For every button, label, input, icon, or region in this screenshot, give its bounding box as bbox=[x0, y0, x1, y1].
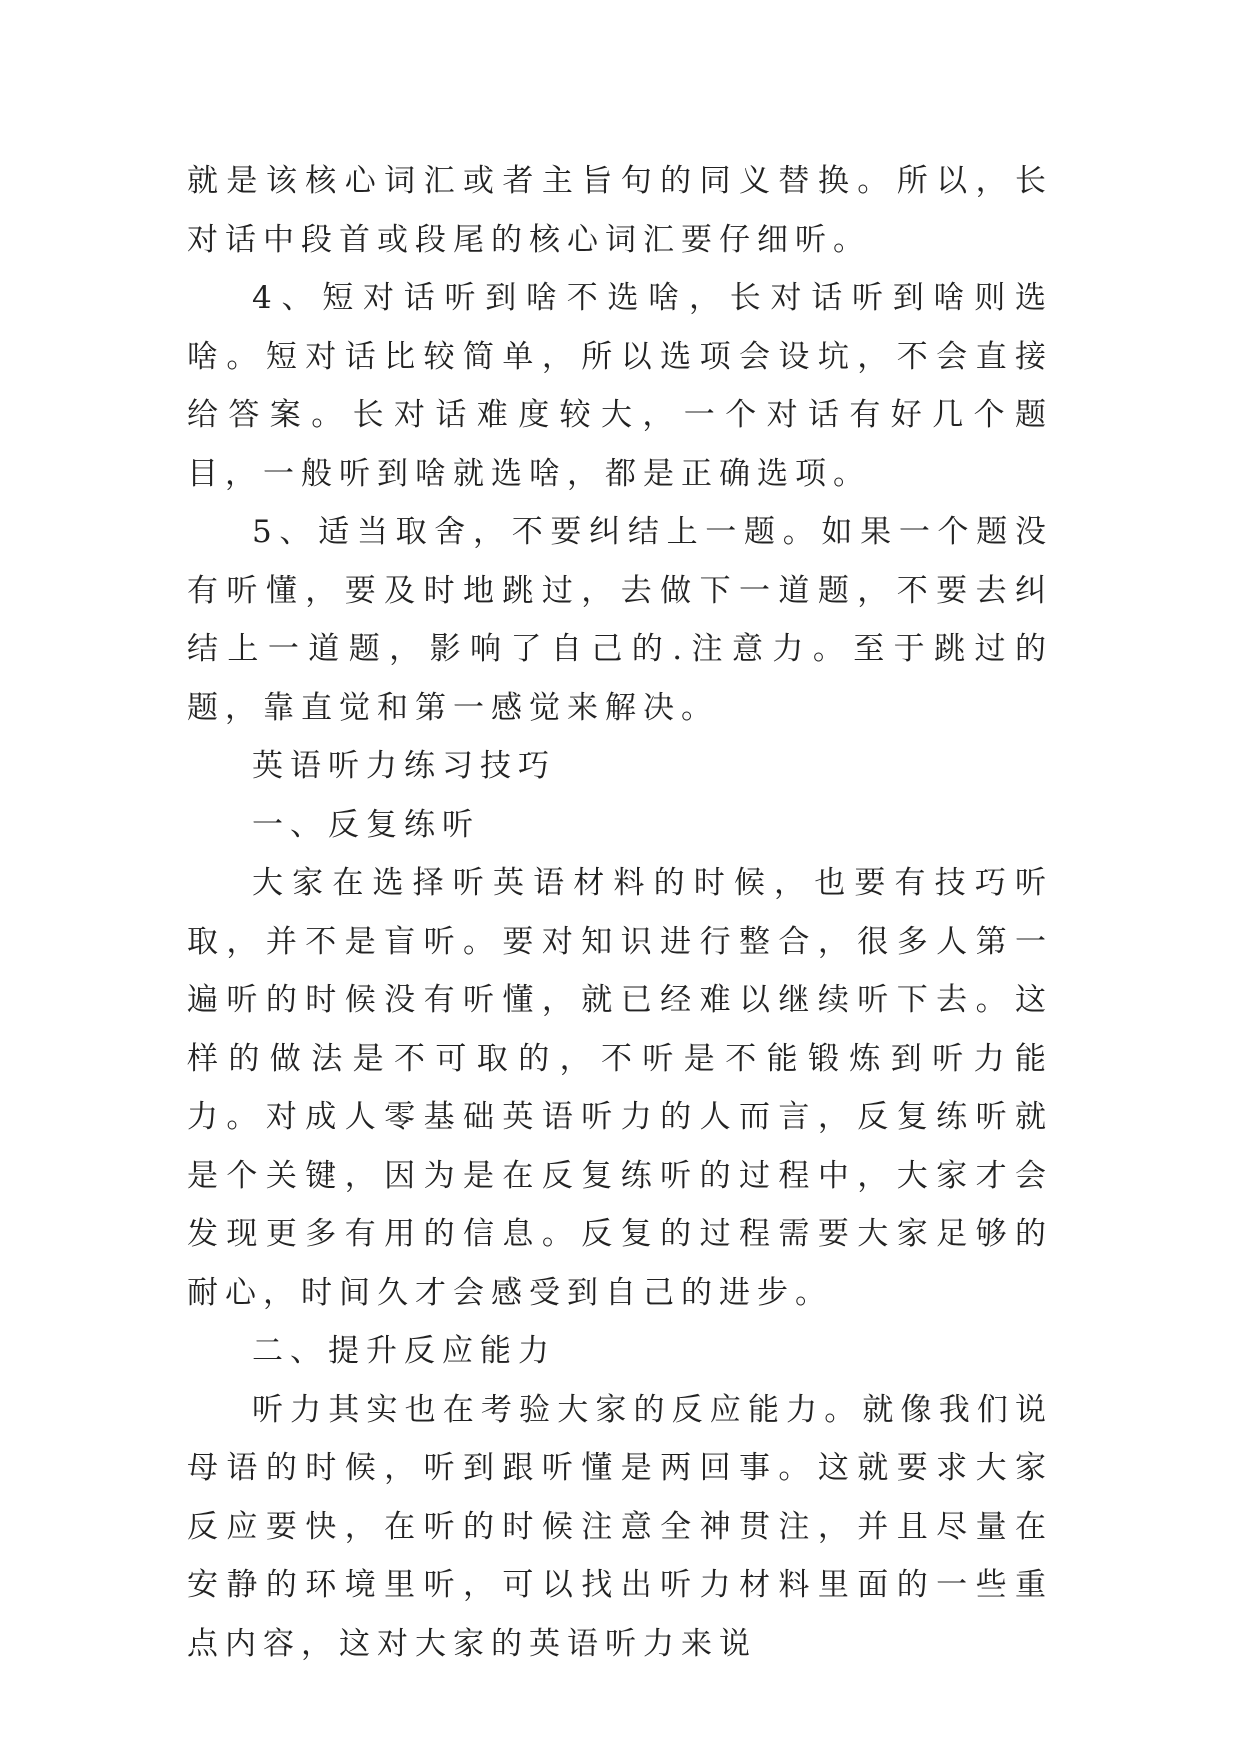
paragraph-tip-5: 5、适当取舍，不要纠结上一题。如果一个题没有听懂，要及时地跳过，去做下一道题，不要去纠结上一道题，影响了自己的.注意力。至于跳过的题，靠直觉和第一感觉来解决。 bbox=[187, 514, 1053, 726]
paragraph-continuation: 就是该核心词汇或者主旨句的同义替换。所以，长对话中段首或段尾的核心词汇要仔细听。 bbox=[187, 163, 1053, 258]
paragraph-reaction-ability: 听力其实也在考验大家的反应能力。就像我们说母语的时候，听到跟听懂是两回事。这就要求大家反应要快，在听的时候注意全神贯注，并且尽量在安静的环境里听，可以找出听力材料里面的一些重点内容，这对大家的英语听力来说 bbox=[187, 1391, 1053, 1662]
paragraph-repeat-listening: 大家在选择听英语材料的时候，也要有技巧听取，并不是盲听。要对知识进行整合，很多人第一遍听的时候没有听懂，就已经难以继续听下去。这样的做法是不可取的，不听是不能锻炼到听力能力。对成人零基础英语听力的人而言，反复练听就是个关键，因为是在反复练听的过程中，大家才会发现更多有用的信息。反复的过程需要大家足够的耐心，时间久才会感受到自己的进步。 bbox=[187, 865, 1053, 1311]
subheading-reaction-ability: 二、提升反应能力 bbox=[252, 1333, 556, 1369]
paragraph-tip-4: 4、短对话听到啥不选啥，长对话听到啥则选啥。短对话比较简单，所以选项会设坑，不会直接给答案。长对话难度较大，一个对话有好几个题目，一般听到啥就选啥，都是正确选项。 bbox=[187, 280, 1053, 492]
subheading-repeat-listening: 一、反复练听 bbox=[252, 806, 480, 843]
document-page bbox=[187, 152, 1053, 1673]
section-heading: 英语听力练习技巧 bbox=[252, 748, 556, 784]
